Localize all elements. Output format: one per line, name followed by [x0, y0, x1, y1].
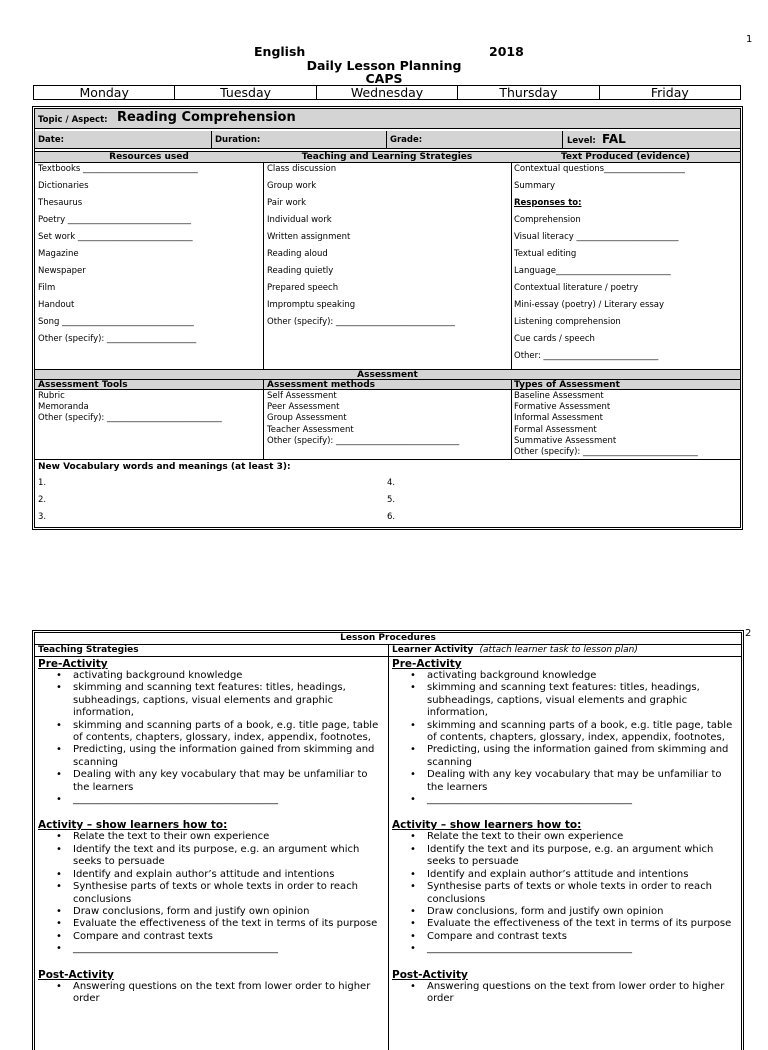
bullet-item: • Synthesise parts of texts or whole texts in order to reach conclusions [73, 881, 388, 906]
grade-label: Grade: [390, 135, 423, 145]
text-produced-item: Comprehension [514, 215, 581, 225]
lesson-procedures-title: Lesson Procedures [35, 633, 741, 645]
teaching-strategies-column [35, 645, 389, 1050]
text-produced-item: Visual literacy ________________________ [514, 232, 679, 242]
activity-title: Activity – show learners how to: [392, 819, 582, 832]
bullet-item: • Dealing with any key vocabulary that may be unfamiliar to the learners [427, 769, 741, 794]
activity-title: Activity – show learners how to: [38, 819, 228, 832]
assessment-tool-item: Other (specify): ___________________________ [38, 413, 222, 424]
resource-item: Dictionaries [38, 181, 89, 191]
date-row [35, 131, 740, 149]
assessment-method-item: Peer Assessment [267, 402, 340, 413]
resource-item: Handout [38, 300, 75, 310]
strategy-item: Reading aloud [267, 249, 328, 259]
assessment-subheader-row [35, 380, 740, 390]
text-produced-item: Listening comprehension [514, 317, 621, 327]
assessment-method-item: Teacher Assessment [267, 424, 354, 435]
date-label: Date: [38, 135, 65, 145]
topic-row [35, 109, 740, 129]
assessment-type-item: Formal Assessment [514, 424, 597, 435]
resource-item: Textbooks ___________________________ [38, 164, 198, 174]
vocabulary-section [35, 460, 740, 527]
bullet-item: • Answering questions on the text from lower order to higher order [73, 981, 388, 1006]
bullet-item: • _________________________________________ [73, 794, 388, 806]
teaching-strategies-header: Teaching Strategies [35, 645, 388, 657]
resource-item: Thesaurus [38, 198, 83, 208]
day-wednesday: Wednesday [317, 86, 458, 99]
assessment-method-item: Group Assessment [267, 413, 347, 424]
resource-item: Other (specify): _____________________ [38, 334, 197, 344]
methods-header: Assessment methods [267, 380, 375, 390]
resources-section [35, 163, 740, 369]
vocab-header: New Vocabulary words and meanings (at least 3): [38, 462, 291, 472]
assessment-section [35, 390, 740, 460]
bullet-item: • Identify the text and its purpose, e.g. an argument which seeks to persuade [73, 844, 388, 869]
text-produced-item: Contextual questions___________________ [514, 164, 685, 174]
text-produced-item: Mini-essay (poetry) / Literary essay [514, 300, 665, 310]
bullet-item: • Compare and contrast texts [427, 931, 741, 943]
vocab-line-5: 5. [387, 495, 396, 505]
vocab-line-3: 3. [38, 512, 47, 522]
vocab-line-4: 4. [387, 478, 396, 488]
strategy-item: Impromptu speaking [267, 300, 356, 310]
columns-header [35, 151, 740, 163]
strategy-item: Other (specify): ____________________________ [267, 317, 455, 327]
resources-header: Resources used [109, 152, 189, 162]
bullet-item: • Relate the text to their own experience [427, 831, 741, 843]
bullet-item: • Dealing with any key vocabulary that may be unfamiliar to the learners [73, 769, 388, 794]
assessment-type-item: Formative Assessment [514, 402, 611, 413]
year-label: 2018 [489, 44, 524, 59]
resource-item: Song _______________________________ [38, 317, 194, 327]
text-produced-item: Language___________________________ [514, 266, 671, 276]
days-row [33, 85, 741, 100]
bullet-item: • Evaluate the effectiveness of the text in terms of its purpose [73, 918, 388, 930]
day-thursday: Thursday [458, 86, 599, 99]
post-activity-list [389, 981, 741, 1006]
level-value: FAL [602, 132, 626, 146]
strategy-item: Written assignment [267, 232, 351, 242]
bullet-item: • skimming and scanning parts of a book, e.g. title page, table of contents, chapters, glossary, index, appendix, footnotes, [427, 720, 741, 745]
resource-item: Poetry _____________________________ [38, 215, 192, 225]
lesson-procedures-form [32, 630, 744, 1050]
page-subtitle: CAPS [365, 71, 403, 86]
resource-item: Magazine [38, 249, 79, 259]
resource-item: Film [38, 283, 56, 293]
tools-header: Assessment Tools [38, 380, 128, 390]
activity-list [35, 831, 388, 955]
learner-activity-header: Learner Activity (attach learner task to lesson plan) [389, 645, 741, 657]
vocab-line-1: 1. [38, 478, 47, 488]
text-produced-item: Cue cards / speech [514, 334, 595, 344]
assessment-type-item: Informal Assessment [514, 413, 603, 424]
bullet-item: • activating background knowledge [73, 670, 388, 682]
day-friday: Friday [650, 85, 689, 100]
bullet-item: • skimming and scanning text features: titles, headings, subheadings, captions, visual elements and graphic information, [427, 682, 741, 719]
activity-list [389, 831, 741, 955]
bullet-item: • _________________________________________ [73, 943, 388, 955]
bullet-item: • Draw conclusions, form and justify own opinion [73, 906, 388, 918]
bullet-item: • Draw conclusions, form and justify own opinion [427, 906, 741, 918]
learner-activity-column [389, 645, 741, 1050]
strategy-item: Individual work [267, 215, 332, 225]
resource-item: Newspaper [38, 266, 86, 276]
bullet-item: • _________________________________________ [427, 943, 741, 955]
topic-label: Topic / Aspect: [38, 115, 108, 125]
text-produced-item: Other: ___________________________ [514, 351, 659, 361]
day-tuesday: Tuesday [175, 86, 316, 99]
day-monday: Monday [34, 86, 175, 99]
assessment-header: Assessment [357, 370, 418, 380]
bullet-item: • Synthesise parts of texts or whole texts in order to reach conclusions [427, 881, 741, 906]
pre-activity-list [35, 670, 388, 806]
duration-label: Duration: [215, 135, 261, 145]
bullet-item: • skimming and scanning text features: titles, headings, subheadings, captions, visual elements and graphic information, [73, 682, 388, 719]
strategy-item: Prepared speech [267, 283, 339, 293]
bullet-item: • skimming and scanning parts of a book, e.g. title page, table of contents, chapters, glossary, index, appendix, footnotes, [73, 720, 388, 745]
level-label: Level: [567, 136, 596, 146]
bullet-item: • Answering questions on the text from lower order to higher order [427, 981, 741, 1006]
lesson-plan-form [32, 106, 743, 530]
assessment-tool-item: Memoranda [38, 402, 89, 413]
bullet-item: • Identify and explain author’s attitude and intentions [73, 869, 388, 881]
pre-activity-title: Pre-Activity [392, 658, 462, 670]
bullet-item: • Predicting, using the information gained from skimming and scanning [427, 744, 741, 769]
page-title: Daily Lesson Planning [306, 58, 462, 73]
assessment-header-row [35, 369, 740, 380]
subject-label: English [254, 44, 306, 59]
text-produced-header: Text Produced (evidence) [560, 152, 691, 162]
text-produced-item: Contextual literature / poetry [514, 283, 639, 293]
bullet-item: • Compare and contrast texts [73, 931, 388, 943]
vocab-line-2: 2. [38, 495, 47, 505]
strategies-header: Teaching and Learning Strategies [301, 152, 473, 162]
bullet-item: • Predicting, using the information gained from skimming and scanning [73, 744, 388, 769]
bullet-item: • activating background knowledge [427, 670, 741, 682]
page-number: 1 [746, 34, 753, 45]
strategy-item: Reading quietly [267, 266, 334, 276]
vocab-line-6: 6. [387, 512, 396, 522]
resource-item: Set work ___________________________ [38, 232, 193, 242]
assessment-method-item: Other (specify): _____________________________ [267, 435, 460, 446]
strategy-item: Class discussion [267, 164, 337, 174]
post-activity-title: Post-Activity [392, 968, 468, 981]
text-produced-item: Textual editing [514, 249, 577, 259]
topic-value: Reading Comprehension [117, 110, 296, 125]
pre-activity-title: Pre-Activity [38, 658, 108, 670]
bullet-item: • Identify and explain author’s attitude and intentions [427, 869, 741, 881]
assessment-method-item: Self Assessment [267, 391, 337, 401]
assessment-type-item: Baseline Assessment [514, 391, 604, 401]
assessment-type-item: Summative Assessment [514, 435, 617, 446]
strategy-item: Pair work [267, 198, 307, 208]
page-number-2: 2 [745, 628, 752, 639]
pre-activity-list [389, 670, 741, 806]
post-activity-title: Post-Activity [38, 968, 114, 981]
post-activity-list [35, 981, 388, 1006]
bullet-item: • Relate the text to their own experience [73, 831, 388, 843]
assessment-type-item: Other (specify): ___________________________ [514, 447, 698, 458]
bullet-item: • _________________________________________ [427, 794, 741, 806]
bullet-item: • Identify the text and its purpose, e.g. an argument which seeks to persuade [427, 844, 741, 869]
text-produced-item: Responses to: [514, 198, 582, 208]
text-produced-item: Summary [514, 181, 556, 191]
types-header: Types of Assessment [514, 380, 620, 390]
strategy-item: Group work [267, 181, 317, 191]
bullet-item: • Evaluate the effectiveness of the text in terms of its purpose [427, 918, 741, 930]
assessment-tool-item: Rubric [38, 391, 65, 401]
